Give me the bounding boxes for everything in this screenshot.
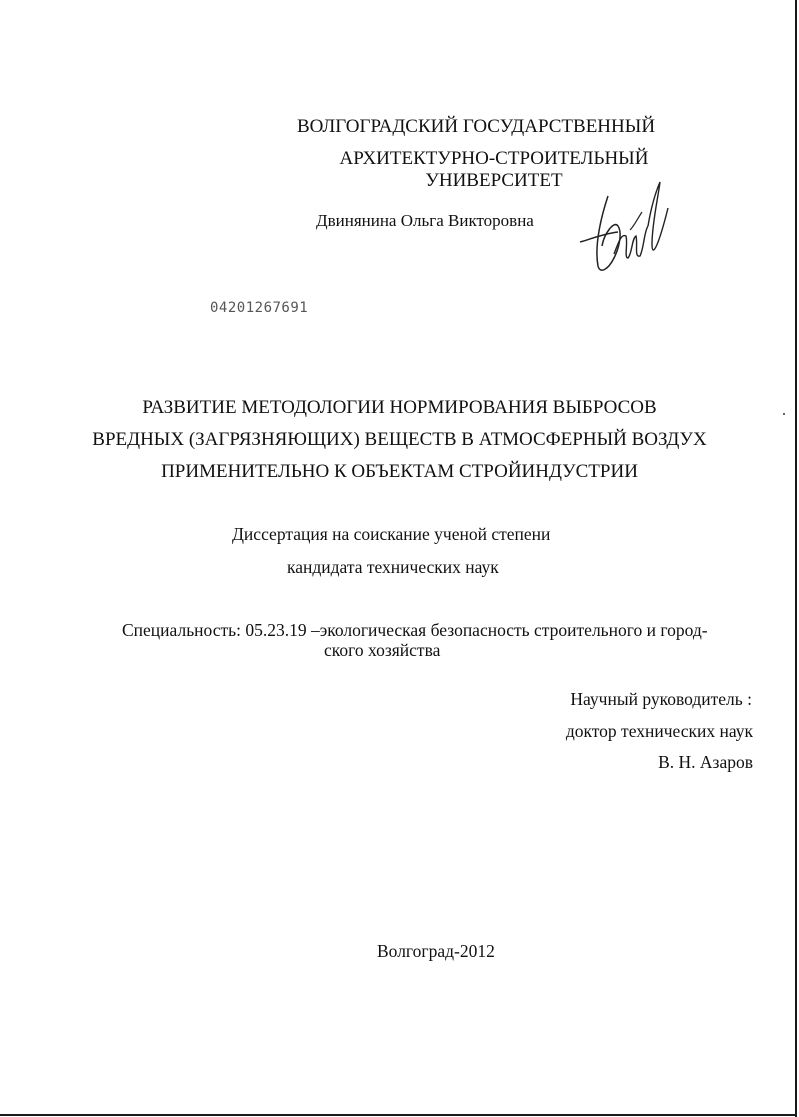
dissertation-title-line2: ВРЕДНЫХ (ЗАГРЯЗНЯЮЩИХ) ВЕЩЕСТВ В АТМОСФЕРНЫЙ ВОЗДУХ bbox=[92, 429, 707, 450]
supervisor-degree: доктор технических наук bbox=[565, 721, 753, 741]
specialty-line2: ского хозяйства bbox=[324, 640, 441, 660]
archive-code: 04201267691 bbox=[210, 300, 309, 316]
university-name-line2: АРХИТЕКТУРНО-СТРОИТЕЛЬНЫЙ УНИВЕРСИТЕТ bbox=[339, 148, 649, 191]
page-edge-right bbox=[795, 0, 797, 1117]
supervisor-label: Научный руководитель : bbox=[570, 689, 752, 709]
city-year: Волгоград-2012 bbox=[377, 941, 495, 961]
degree-statement-line1: Диссертация на соискание ученой степени bbox=[232, 524, 551, 544]
university-name-line1: ВОЛГОГРАДСКИЙ ГОСУДАРСТВЕННЫЙ bbox=[296, 116, 656, 137]
page-edge-bottom bbox=[0, 1114, 797, 1116]
specialty-line1: Специальность: 05.23.19 –экологическая безопасность строительного и город- bbox=[122, 620, 708, 640]
degree-statement-line2: кандидата технических наук bbox=[287, 557, 499, 577]
author-signature bbox=[568, 174, 678, 284]
dissertation-title-line3: ПРИМЕНИТЕЛЬНО К ОБЪЕКТАМ СТРОЙИНДУСТРИИ bbox=[161, 461, 638, 482]
author-name: Двинянина Ольга Викторовна bbox=[316, 211, 534, 230]
supervisor-name: В. Н. Азаров bbox=[658, 752, 753, 772]
dissertation-title-line1: РАЗВИТИЕ МЕТОДОЛОГИИ НОРМИРОВАНИЯ ВЫБРОСОВ bbox=[142, 397, 657, 418]
